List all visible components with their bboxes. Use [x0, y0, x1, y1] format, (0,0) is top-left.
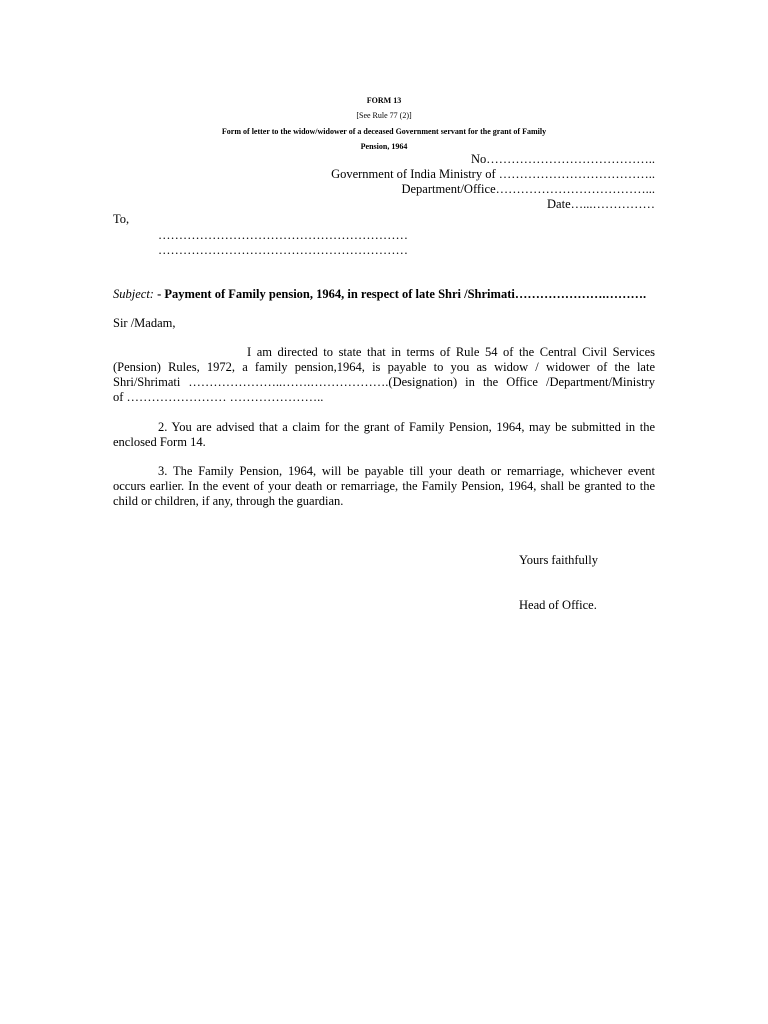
rule-reference: [See Rule 77 (2)]: [356, 111, 412, 120]
subject-text: - Payment of Family pension, 1964, in respect of late Shri /Shrimati………………….……….: [153, 287, 647, 301]
form-heading-line1: Form of letter to the widow/widower of a deceased Government servant for the grant of Family: [221, 127, 547, 136]
address-line-1: ……………………………………………………: [158, 228, 408, 242]
para3-line2: occurs earlier. In the event of your death or remarriage, the Family Pension, 1964, shall be granted to the: [113, 479, 655, 493]
subject-line: [113, 287, 646, 302]
subject-label: Subject:: [113, 287, 154, 301]
para1-line1: I am directed to state that in terms of Rule 54 of the Central Civil Services: [247, 345, 655, 359]
ministry-line: Government of India Ministry of ………………………………..: [331, 167, 655, 181]
para2-line1: 2. You are advised that a claim for the grant of Family Pension, 1964, may be submitted in the: [158, 420, 655, 434]
para3-line1: 3. The Family Pension, 1964, will be payable till your death or remarriage, whichever event: [158, 464, 655, 478]
address-line-2: ……………………………………………………: [158, 243, 408, 257]
para3-line3: child or children, if any, through the guardian.: [113, 494, 344, 508]
date-line: Date…...……………: [547, 197, 655, 211]
signatory: Head of Office.: [519, 598, 597, 612]
salutation: Sir /Madam,: [113, 316, 176, 330]
department-line: Department/Office………………………………...: [401, 182, 655, 196]
reference-number: No…………………………………..: [470, 152, 655, 166]
form-heading-line2: Pension, 1964: [360, 142, 408, 151]
sign-off: Yours faithfully: [519, 553, 598, 567]
para1-line4: of …………………… …………………..: [113, 390, 324, 404]
para1-line3: Shri/Shrimati …………………..…….……………….(Designation) in the Office /Department/Ministry: [113, 375, 655, 389]
para1-line2: (Pension) Rules, 1972, a family pension,1964, is payable to you as widow / widower of the late: [113, 360, 655, 374]
addressee-to: To,: [113, 212, 130, 226]
form-title: FORM 13: [366, 96, 402, 105]
para2-line2: enclosed Form 14.: [113, 435, 206, 449]
